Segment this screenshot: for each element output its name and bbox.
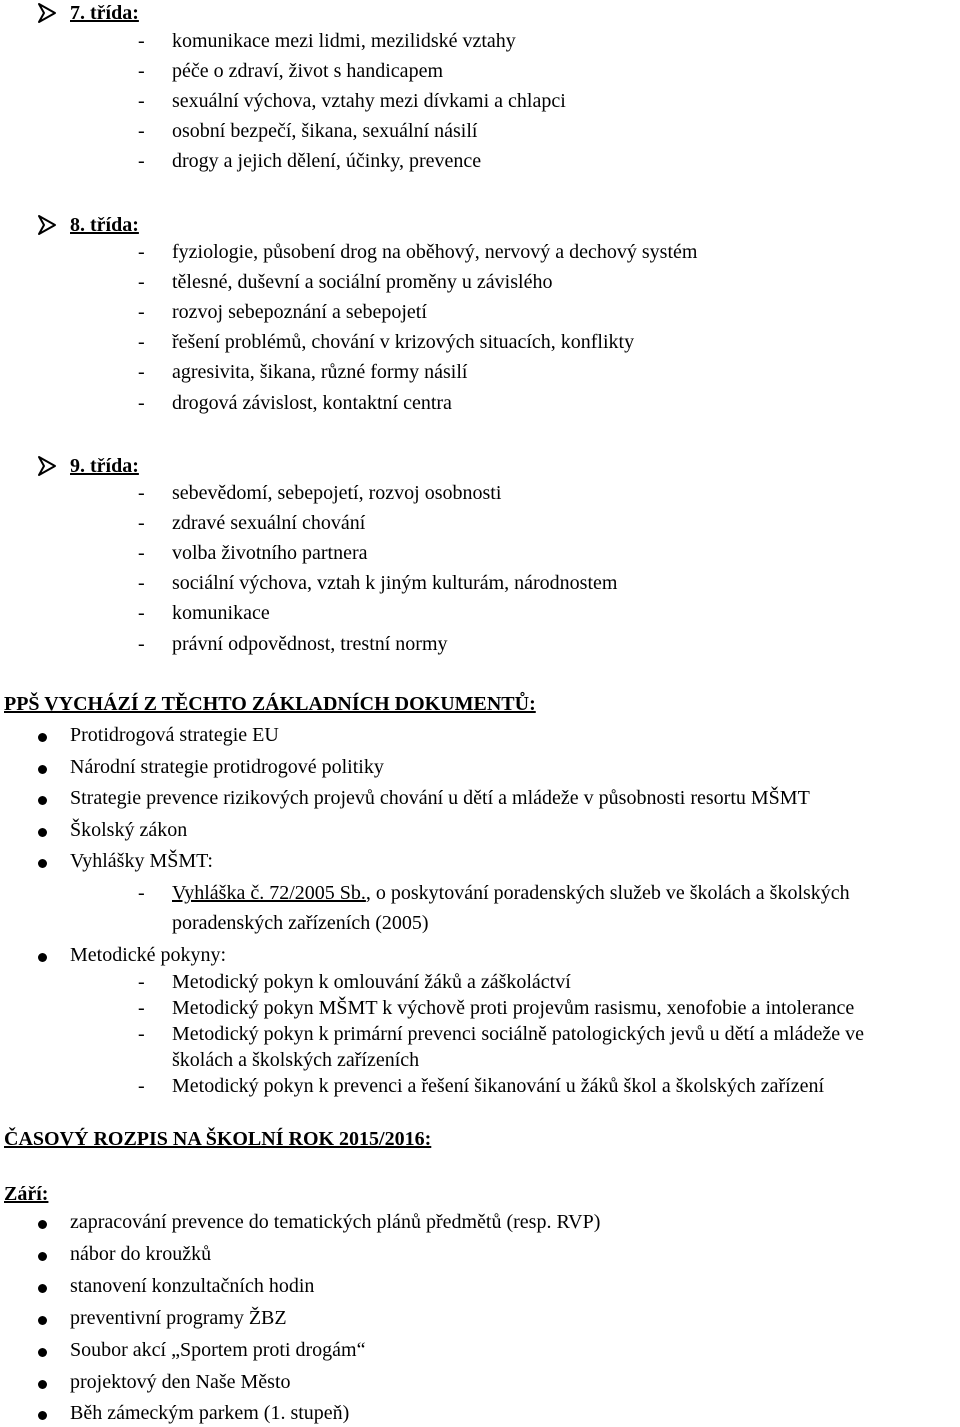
document-item: Protidrogová strategie EU — [70, 724, 279, 746]
bullet-icon — [38, 1411, 47, 1420]
dash: - — [138, 882, 145, 904]
vyhlaska-item — [172, 881, 850, 905]
dash: - — [138, 602, 145, 624]
dash: - — [138, 30, 145, 52]
dash: - — [138, 150, 145, 172]
bullet-icon — [38, 733, 47, 742]
dash: - — [138, 392, 145, 414]
dash: - — [138, 1023, 145, 1045]
dash: - — [138, 331, 145, 353]
metodicky-pokyn-continuation: školách a školských zařízeních — [172, 1049, 420, 1071]
dash: - — [138, 271, 145, 293]
grade-7-heading: 7. třída: — [70, 2, 139, 24]
grade-7-item: sexuální výchova, vztahy mezi dívkami a chlapci — [172, 90, 566, 112]
bullet-icon — [38, 953, 47, 962]
schedule-item: Soubor akcí „Sportem proti drogám“ — [70, 1339, 366, 1361]
dash: - — [138, 542, 145, 564]
vyhlaska-rest: , o poskytování poradenských služeb ve školách a školských — [365, 882, 850, 904]
bullet-icon — [38, 1348, 47, 1357]
dash: - — [138, 482, 145, 504]
grade-8-item: tělesné, duševní a sociální proměny u závislého — [172, 271, 553, 293]
arrow-bullet-icon — [36, 214, 58, 236]
bullet-icon — [38, 1284, 47, 1293]
bullet-icon — [38, 796, 47, 805]
bullet-icon — [38, 1220, 47, 1229]
schedule-item: projektový den Naše Město — [70, 1371, 291, 1393]
bullet-icon — [38, 859, 47, 868]
dash: - — [138, 90, 145, 112]
dash: - — [138, 60, 145, 82]
dash: - — [138, 301, 145, 323]
dash: - — [138, 633, 145, 655]
month-heading: Září: — [4, 1183, 49, 1205]
grade-9-item: právní odpovědnost, trestní normy — [172, 633, 448, 655]
schedule-item: Běh zámeckým parkem (1. stupeň) — [70, 1402, 350, 1424]
grade-8-item: fyziologie, působení drog na oběhový, nervový a dechový systém — [172, 241, 698, 263]
document-item: Strategie prevence rizikových projevů chování u dětí a mládeže v působnosti resortu MŠMT — [70, 787, 810, 809]
grade-7-item: osobní bezpečí, šikana, sexuální násilí — [172, 120, 478, 142]
schedule-item: zapracování prevence do tematických plánů předmětů (resp. RVP) — [70, 1211, 601, 1233]
bullet-icon — [38, 765, 47, 774]
metodicky-pokyn-item: Metodický pokyn k primární prevenci sociálně patologických jevů u dětí a mládeže ve — [172, 1023, 864, 1045]
documents-heading: PPŠ VYCHÁZÍ Z TĚCHTO ZÁKLADNÍCH DOKUMENTŮ: — [4, 693, 536, 715]
vyhlaska-link[interactable]: Vyhláška č. 72/2005 Sb. — [172, 882, 366, 904]
bullet-icon — [38, 1252, 47, 1261]
dash: - — [138, 512, 145, 534]
dash: - — [138, 971, 145, 993]
vyhlaska-continuation: poradenských zařízeních (2005) — [172, 912, 429, 934]
dash: - — [138, 120, 145, 142]
grade-8-heading: 8. třída: — [70, 214, 139, 236]
document-item: Školský zákon — [70, 819, 188, 841]
grade-9-item: sociální výchova, vztah k jiným kulturám, národnostem — [172, 572, 618, 594]
metodicke-label: Metodické pokyny: — [70, 944, 227, 966]
grade-7-item: komunikace mezi lidmi, mezilidské vztahy — [172, 30, 516, 52]
dash: - — [138, 1075, 145, 1097]
arrow-bullet-icon — [36, 2, 58, 24]
arrow-bullet-icon — [36, 455, 58, 477]
metodicky-pokyn-item: Metodický pokyn k omlouvání žáků a záškoláctví — [172, 971, 571, 993]
grade-9-heading: 9. třída: — [70, 455, 139, 477]
grade-8-item: agresivita, šikana, různé formy násilí — [172, 361, 468, 383]
grade-9-item: komunikace — [172, 602, 270, 624]
grade-9-item: volba životního partnera — [172, 542, 368, 564]
grade-8-item: rozvoj sebepoznání a sebepojetí — [172, 301, 427, 323]
bullet-icon — [38, 1380, 47, 1389]
dash: - — [138, 241, 145, 263]
dash: - — [138, 997, 145, 1019]
schedule-item: nábor do kroužků — [70, 1243, 212, 1265]
dash: - — [138, 572, 145, 594]
document-item: Národní strategie protidrogové politiky — [70, 756, 384, 778]
grade-7-item: péče o zdraví, život s handicapem — [172, 60, 443, 82]
bullet-icon — [38, 828, 47, 837]
grade-9-item: sebevědomí, sebepojetí, rozvoj osobnosti — [172, 482, 502, 504]
grade-8-item: drogová závislost, kontaktní centra — [172, 392, 452, 414]
grade-8-item: řešení problémů, chování v krizových situacích, konflikty — [172, 331, 635, 353]
grade-7-item: drogy a jejich dělení, účinky, prevence — [172, 150, 482, 172]
grade-9-item: zdravé sexuální chování — [172, 512, 366, 534]
schedule-item: stanovení konzultačních hodin — [70, 1275, 315, 1297]
schedule-heading: ČASOVÝ ROZPIS NA ŠKOLNÍ ROK 2015/2016: — [4, 1128, 432, 1150]
document-item: Vyhlášky MŠMT: — [70, 850, 213, 872]
dash: - — [138, 361, 145, 383]
metodicky-pokyn-item: Metodický pokyn k prevenci a řešení šikanování u žáků škol a školských zařízení — [172, 1075, 825, 1097]
schedule-item: preventivní programy ŽBZ — [70, 1307, 287, 1329]
metodicky-pokyn-item: Metodický pokyn MŠMT k výchově proti projevům rasismu, xenofobie a intolerance — [172, 997, 855, 1019]
bullet-icon — [38, 1316, 47, 1325]
